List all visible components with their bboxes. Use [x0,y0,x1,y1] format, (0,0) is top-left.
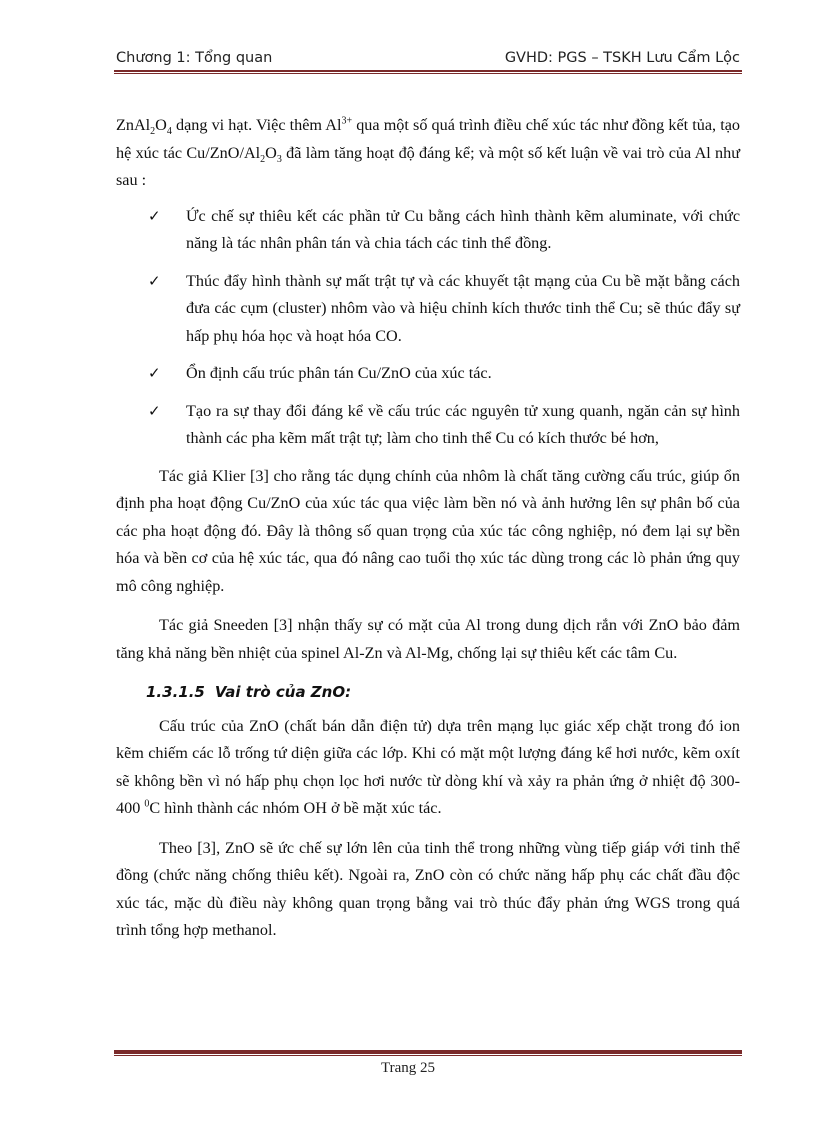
section-number: 1.3.1.5 [146,683,205,701]
page-number: Trang 25 [380,1060,436,1076]
list-item-text: Thúc đẩy hình thành sự mất trật tự và các khuyết tật mạng của Cu bề mặt bằng cách đưa các cụm (cluster) nhôm vào và hiệu chỉnh kích thước tinh thể Cu; sẽ thúc đẩy sự hấp phụ hóa học và hoạt hóa CO. [186,271,740,345]
section-heading [146,679,740,707]
section-title: Vai trò của ZnO: [214,683,352,701]
footer-rule-thick [114,1050,742,1054]
header-rule-thin [114,73,742,74]
list-item-text: Ổn định cấu trúc phân tán Cu/ZnO của xúc tác. [186,364,492,382]
checkmark-icon: ✓ [148,271,161,290]
paragraph-al-role-intro: $ZnAl_2O_4$ dạng vi hạt. Việc thêm $Al^{3+}$ qua một số quá trình điều chế xúc tác như đồng kết tủa, tạo hệ xúc tác $Cu/ZnO/Al_2O_3$ đã làm tăng hoạt độ đáng kể; và một số kết luận về vai trò của Al như sau : [116,115,741,189]
paragraph-sneeden: Tác giả Sneeden [3] nhận thấy sự có mặt của Al trong dung dịch rắn với ZnO bảo đảm tăng khả năng bền nhiệt của spinel Al-Zn và Al-Mg, chống lại sự thiêu kết các tâm Cu. [116,616,740,662]
list-item [116,268,740,351]
checkmark-icon: ✓ [148,401,161,420]
al-role-checklist [116,203,740,453]
paragraph-klier: Tác giả Klier [3] cho rằng tác dụng chính của nhôm là chất tăng cường cấu trúc, giúp ổn định pha hoạt động Cu/ZnO của xúc tác qua việc làm bền nó và ảnh hưởng lên sự phân bố của các pha hoạt động đó. Đây là thông số quan trọng của xúc tác công nghiệp, nó đem lại sự bền hóa và bền cơ của hệ xúc tác, qua đó nâng cao tuổi thọ xúc tác dùng trong các lò phản ứng quy mô công nghiệp. [116,466,740,595]
page-body [116,112,740,945]
paragraph-zno-function: Theo [3], ZnO sẽ ức chế sự lớn lên của tinh thể trong những vùng tiếp giáp với tinh thể đồng (chức năng chống thiêu kết). Ngoài ra, ZnO còn có chức năng hấp phụ các chất đầu độc xúc tác, mặc dù điều này không quan trọng bằng vai trò thúc đẩy phản ứng WGS trong quá trình tổng hợp methanol. [116,838,740,939]
paragraph-zno-structure: Cấu trúc của ZnO (chất bán dẫn điện tử) dựa trên mạng lục giác xếp chặt trong đó ion kẽm chiếm các lỗ trống tứ diện giữa các lớp. Khi có mặt một lượng đáng kể hơi nước, kẽm oxít sẽ không bền vì nó hấp phụ chọn lọc hơi nước từ dòng khí và xảy ra phản ứng ở nhiệt độ 300-400 $^0$C hình thành các nhóm OH ở bề mặt xúc tác. [116,716,740,817]
list-item [116,360,740,388]
header-advisor: GVHD: PGS – TSKH Lưu Cẩm Lộc [504,50,740,66]
list-item [116,203,740,258]
list-item-text: Tạo ra sự thay đổi đáng kể về cấu trúc các nguyên tử xung quanh, ngăn cản sự hình thành các pha kẽm mất trật tự; làm cho tinh thể Cu có kích thước bé hơn, [186,401,740,447]
checkmark-icon: ✓ [148,206,161,225]
page-header [116,50,740,70]
list-item-text: Ức chế sự thiêu kết các phần tử Cu bằng cách hình thành kẽm aluminate, với chức năng là tác nhân phân tán và chia tách các tinh thể đồng. [186,206,740,252]
list-item [116,398,740,453]
header-chapter: Chương 1: Tổng quan [116,50,273,66]
header-rule-thick [114,70,742,72]
checkmark-icon: ✓ [148,364,161,382]
footer-rule-thin [114,1055,742,1056]
